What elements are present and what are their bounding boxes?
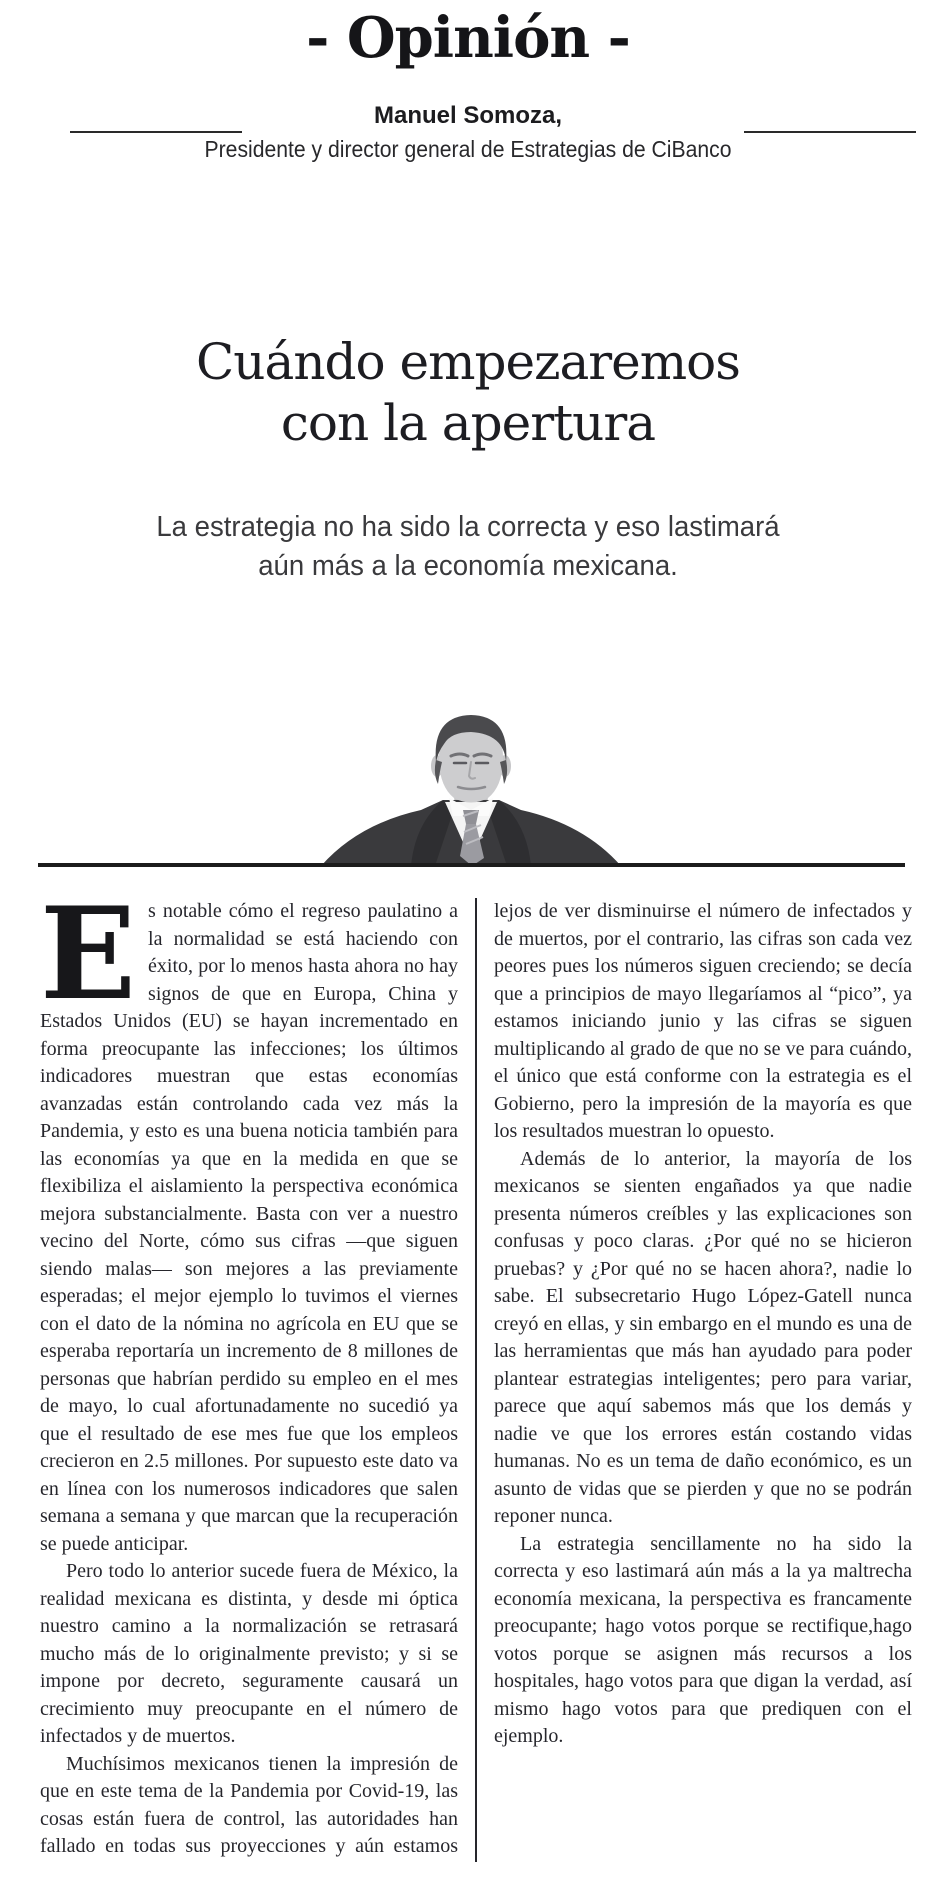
paragraph-1-text: s notable cómo el regreso paulatino a la normalidad se está haciendo con éxito, por lo menos hasta ahora no hay signos de que en Europa, China y Estados Unidos (EU) se hayan incrementado en forma preocupante las infecciones; los últimos indicadores muestran que estas economías avanzadas están controlando cada vez más la Pandemia, y esto es una buena noticia también para las economías ya que en la medida en que se flexibiliza el aislamiento la perspectiva económica mejora substancialmente. Basta con ver a nuestro vecino del Norte, cómo sus cifras —que siguen siendo malas— son mejores a las previamente esperadas; el mejor ejemplo lo tuvimos el viernes con el dato de la nómina no agrícola en EU que se esperaba reportaría un incremento de 8 millones de personas que habrían perdido su empleo en el mes de mayo, lo cual afortunadamente no sucedió ya que el resultado de ese mes fue que los empleos crecieron en 2.5 millones. Por supuesto este dato va en línea con los numerosos indicadores que salen semana a semana y que marcan que la recuperación se puede anticipar. bbox=[40, 900, 458, 1555]
byline-rule-left bbox=[70, 131, 242, 133]
section-divider-rule bbox=[38, 863, 905, 867]
byline-role: Presidente y director general de Estrategias de CiBanco bbox=[204, 136, 732, 162]
article-deck bbox=[23, 508, 912, 586]
paragraph-5: La estrategia sencillamente no ha sido la correcta y eso lastimará aún más a la ya maltrecha economía mexicana, la perspectiva es francamente preocupante; hago votos porque se rectifique,hago votos porque se asignen más recursos a los hospitales, hago votos para que digan la verdad, así mismo hago votos para que prediquen con el ejemplo. bbox=[494, 1532, 912, 1747]
paragraph-2: Pero todo lo anterior sucede fuera de México, la realidad mexicana es distinta, y desde mi óptica nuestro camino a la normalización se retrasará mucho más de lo originalmente previsto; y si se impone por decreto, seguramente causará un crecimiento muy preocupante en el número de infectados y de muertos. bbox=[40, 1560, 458, 1747]
paragraph-4: Además de lo anterior, la mayoría de los mexicanos se sienten engañados ya que nadie presenta números creíbles y las explicaciones son confusas y poco claras. ¿Por qué no se hicieron pruebas? y ¿Por qué no se hacen ahora?, nadie lo sabe. El subsecretario Hugo López-Gatell nunca creyó en ellas, y sin embargo en el mundo es una de las herramientas que más han ayudado para poder plantear estrategias inteligentes; pero para variar, parece que aquí sabemos más que los demás y nadie ve que los errores están costando vidas humanas. No es un tema de daño económico, es un asunto de vidas que se pierden y que no se podrán reponer nunca. bbox=[494, 1147, 912, 1527]
headline-line-2: con la apertura bbox=[280, 394, 656, 452]
portrait-illustration bbox=[303, 712, 633, 866]
headline-line-1: Cuándo empezaremos bbox=[196, 333, 740, 391]
article-headline bbox=[0, 332, 936, 454]
paragraph-1 bbox=[40, 880, 458, 1558]
drop-cap: E bbox=[40, 880, 137, 1028]
deck-line-1: La estrategia no ha sido la correcta y eso lastimará bbox=[156, 511, 780, 543]
byline-author: Manuel Somoza, bbox=[373, 102, 563, 129]
paragraph-3: Muchísimos mexicanos tienen la impresión de que en este tema de la Pandemia por Covid-19, las cosas están fuera de control, las autoridades han fallado en todas sus proyecciones y aún estamos lejos de ver disminuirse el número de infectados y de muertos, por el contrario, las cifras son cada vez peores pues los números siguen creciendo; se decía que a principios de mayo llegaríamos al “pico”, ya estamos iniciando junio y las cifras se siguen multiplicando al grado de que no se ve para cuándo, el único que está conforme con la estrategia es el Gobierno, pero la impresión de la mayoría es que los resultados muestran lo opuesto. bbox=[40, 900, 912, 1857]
article-body bbox=[40, 880, 912, 1862]
byline-rule-right bbox=[744, 131, 916, 133]
deck-line-2: aún más a la economía mexicana. bbox=[258, 550, 678, 582]
author-portrait-photo bbox=[303, 712, 633, 866]
section-title: - Opinión - bbox=[306, 5, 630, 71]
